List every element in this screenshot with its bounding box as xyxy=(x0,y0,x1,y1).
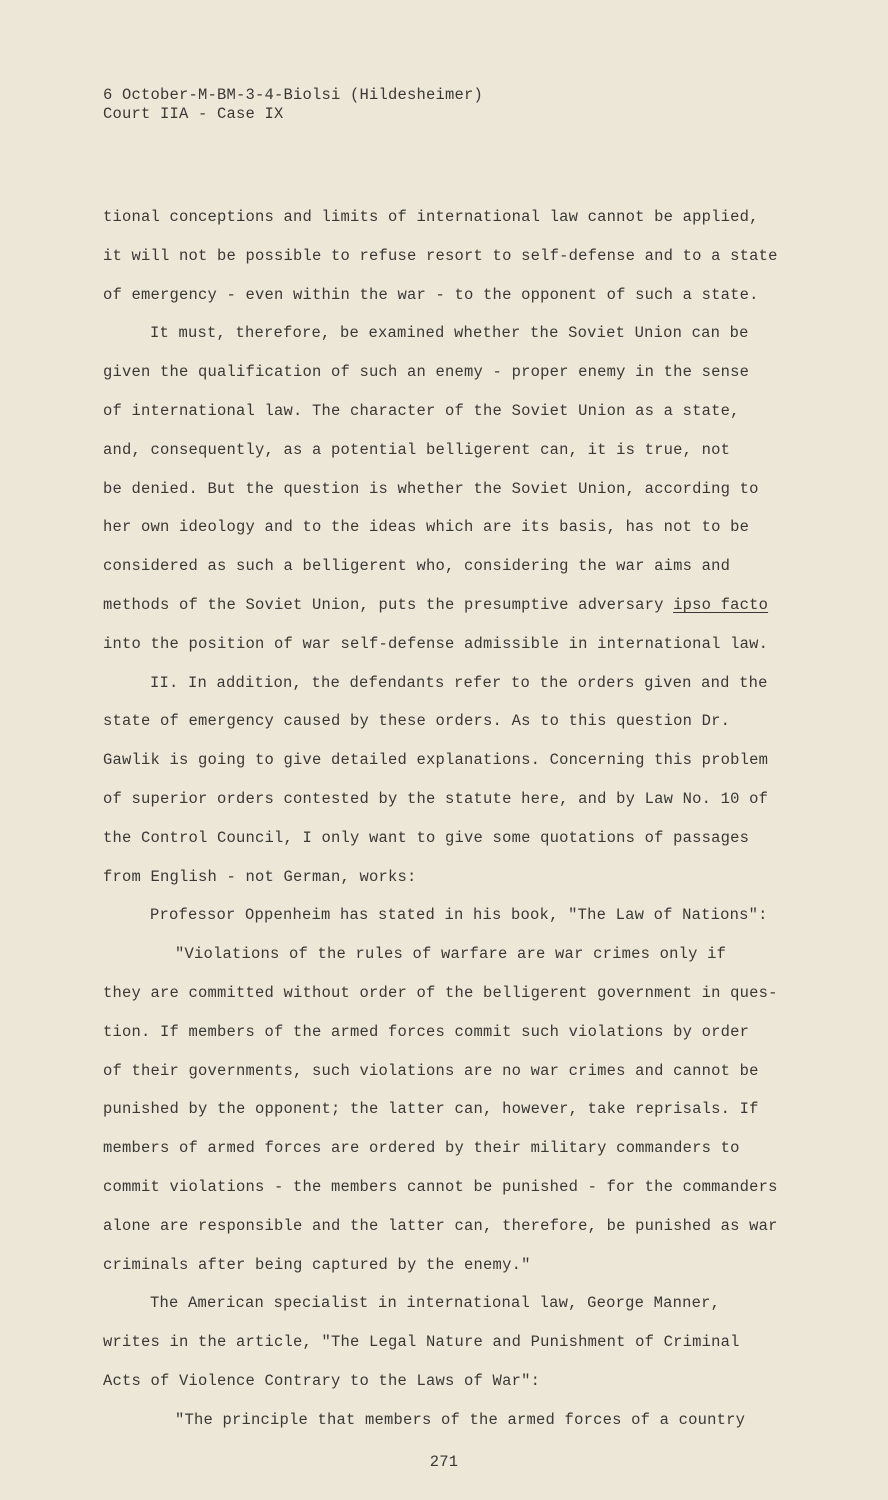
quote-line: "The principle that members of the armed forces of a country xyxy=(175,1410,746,1429)
body-line: considered as such a belligerent who, considering the war aims and xyxy=(103,557,731,576)
body-line: II. In addition, the defendants refer to the orders given and the xyxy=(150,673,768,692)
quote-line: of their governments, such violations are no war crimes and cannot be xyxy=(103,1061,759,1080)
body-line: state of emergency caused by these orders. As to this question Dr. xyxy=(103,712,731,731)
quote-line: punished by the opponent; the latter can, however, take reprisals. If xyxy=(103,1100,759,1119)
body-line: Acts of Violence Contrary to the Laws of War": xyxy=(103,1371,541,1390)
body-line: be denied. But the question is whether the Soviet Union, according to xyxy=(103,479,759,498)
body-line: Professor Oppenheim has stated in his book, "The Law of Nations": xyxy=(150,906,768,925)
quote-line: alone are responsible and the latter can, therefore, be punished as war xyxy=(103,1216,778,1235)
header-line-2: Court IIA - Case IX xyxy=(103,105,284,123)
body-line: it will not be possible to refuse resort to self-defense and to a state xyxy=(103,246,778,265)
latin-emphasis: ipso facto xyxy=(673,595,769,614)
body-line: given the qualification of such an enemy - proper enemy in the sense xyxy=(103,363,750,382)
document-body xyxy=(103,198,793,1440)
body-line: The American specialist in international law, George Manner, xyxy=(150,1294,721,1313)
quote-line: criminals after being captured by the enemy." xyxy=(103,1255,531,1274)
quote-line: commit violations - the members cannot be punished - for the commanders xyxy=(103,1177,778,1196)
body-line-text: methods of the Soviet Union, puts the presumptive adversary xyxy=(103,595,674,614)
quote-line: members of armed forces are ordered by their military commanders to xyxy=(103,1139,740,1158)
body-line: of superior orders contested by the statute here, and by Law No. 10 of xyxy=(103,789,769,808)
body-line: from English - not German, works: xyxy=(103,867,417,886)
body-line: of emergency - even within the war - to the opponent of such a state. xyxy=(103,285,759,304)
document-header xyxy=(103,86,483,124)
body-line: Gawlik is going to give detailed explanations. Concerning this problem xyxy=(103,751,769,770)
body-line: and, consequently, as a potential belligerent can, it is true, not xyxy=(103,440,731,459)
page-number: 271 xyxy=(429,1453,459,1471)
body-line: her own ideology and to the ideas which are its basis, has not to be xyxy=(103,518,750,537)
quote-line: they are committed without order of the belligerent government in ques- xyxy=(103,983,778,1002)
body-line: It must, therefore, be examined whether the Soviet Union can be xyxy=(150,324,749,343)
body-line: of international law. The character of the Soviet Union as a state, xyxy=(103,401,740,420)
body-line: the Control Council, I only want to give some quotations of passages xyxy=(103,828,750,847)
body-line xyxy=(103,586,793,625)
body-line: tional conceptions and limits of international law cannot be applied, xyxy=(103,208,759,226)
body-line: into the position of war self-defense admissible in international law. xyxy=(103,634,769,653)
body-line: writes in the article, "The Legal Nature and Punishment of Criminal xyxy=(103,1333,740,1352)
quote-line: "Violations of the rules of warfare are war crimes only if xyxy=(175,945,727,964)
header-line-1: 6 October-M-BM-3-4-Biolsi (Hildesheimer) xyxy=(103,86,484,104)
quote-line: tion. If members of the armed forces commit such violations by order xyxy=(103,1022,750,1041)
